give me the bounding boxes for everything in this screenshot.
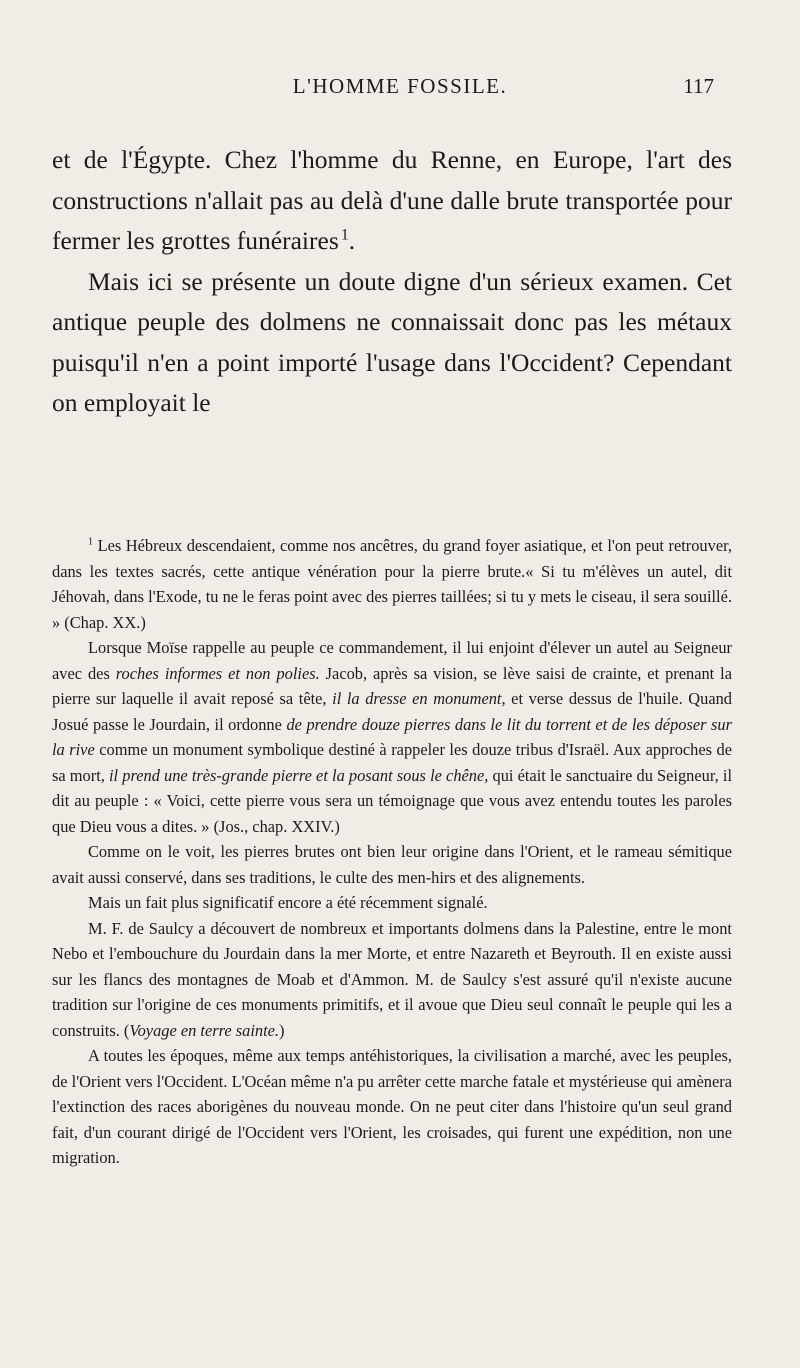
footnote-2-italic-h: il prend une très-grande pierre et la posant sous le chêne, [109, 765, 489, 785]
footnote-2-italic-b: roches informes et non polies. [115, 663, 320, 683]
footnote-1-text: Les Hébreux descendaient, comme nos ancêtres, du grand foyer asiatique, et l'on peut retrouver, dans les textes sacrés, cette antique vénération pour la pierre brute.« Si tu m'élèves un autel, dit Jéhovah, dans l'Exode, tu ne le feras point avec des pierres taillées; si tu y mets le ciseau, il sera souillé. » (Chap. XX.) [52, 536, 732, 632]
footnote-5-text-c: ) [279, 1020, 285, 1040]
footnote-5-text-a: M. F. de Saulcy a découvert de nombreux et importants dolmens dans la Palestine, entre le mont Nebo et l'embouchure du Jourdain dans la mer Morte, et entre Nazareth et Beyrouth. Il en existe aussi sur les flancs des montagnes de Moab et d'Ammon. M. de Saulcy s'est assuré qu'il n'existe aucune tradition sur l'origine de ces monuments primitifs, et il avoue que Dieu seul connaît le peuple qui les a construits. ( [52, 918, 732, 1040]
footnote-2-italic-f: de prendre douze pierres dans le lit du torrent et de les déposer sur la rive [52, 714, 732, 759]
footnote-3: Comme on le voit, les pierres brutes ont bien leur origine dans l'Orient, et le rameau sémitique avait aussi conservé, dans ses traditions, le culte des men-hirs et des alignements. [52, 842, 732, 887]
page-number: 117 [683, 74, 714, 98]
paragraph-2: Mais ici se présente un doute digne d'un sérieux examen. Cet antique peuple des dolmens ne connaissait donc pas les métaux puisqu'il n'en a point importé l'usage dans l'Occident? Cependant on employait le [52, 266, 732, 417]
footnote-1 [52, 533, 732, 635]
footnotes [52, 533, 732, 1171]
running-head [0, 74, 800, 104]
footnote-ref-1: 1 [340, 226, 349, 244]
running-title: L'HOMME FOSSILE. [292, 74, 508, 98]
footnote-2-text-c: Jacob, après sa vision, se lève saisi de crainte, et prenant la pierre sur laquelle il avait reposé sa tête, [52, 663, 733, 708]
footnote-1-marker: 1 [88, 536, 94, 548]
paragraph-1-text: et de l'Égypte. Chez l'homme du Renne, en Europe, l'art des constructions n'allait pas au delà d'une dalle brute transportée pour fermer les grottes funéraires [52, 145, 732, 255]
footnote-2-text-g: comme un monument symbolique destiné à rappeler les douze tribus d'Israël. Aux approches de sa mort, [52, 740, 732, 785]
footnote-2-text-a: Lorsque Moïse rappelle au peuple ce commandement, il lui enjoint d'élever un autel au Seigneur avec des [52, 638, 732, 683]
footnote-2 [52, 635, 732, 839]
main-text [52, 140, 732, 424]
paragraph-1-end: . [348, 226, 356, 255]
footnote-4: Mais un fait plus significatif encore a été récemment signalé. [88, 893, 488, 912]
footnote-6: A toutes les époques, même aux temps antéhistoriques, la civilisation a marché, avec les peuples, de l'Orient vers l'Occident. L'Océan même n'a pu arrêter cette marche fatale et mystérieuse qui amènera l'extinction des races aborigènes du nouveau monde. On ne peut citer dans l'histoire qu'un seul grand fait, d'un courant dirigé de l'Occident vers l'Orient, les croisades, qui furent une expédition, non une migration. [52, 1046, 732, 1167]
footnote-2-italic-d: il la dresse en monument, [332, 689, 506, 708]
paragraph-1 [52, 140, 732, 262]
footnote-5 [52, 916, 732, 1044]
footnote-2-text-i: qui était le sanctuaire du Seigneur, il dit au peuple : « Voici, cette pierre vous sera un témoignage que vous avez entendu toutes les paroles que Dieu vous a dites. » (Jos., chap. XXIV.) [52, 765, 732, 836]
footnote-5-italic-b: Voyage en terre sainte. [129, 1020, 280, 1040]
footnote-2-text-e: et verse dessus de l'huile. Quand Josué passe le Jourdain, il ordonne [52, 689, 732, 734]
